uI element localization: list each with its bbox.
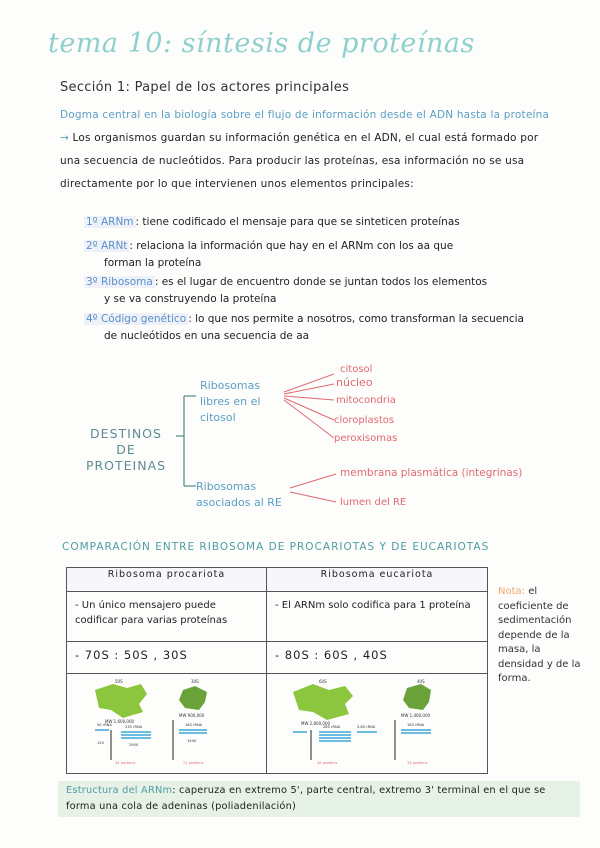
euk-big-label: 60S: [319, 679, 327, 684]
leaf-mitocondria: mitocondria: [336, 395, 396, 406]
item-text: : lo que nos permite a nosotros, como transforman la secuencia: [188, 313, 524, 325]
item-cont: de nucleótidos en una secuencia de aa: [104, 330, 310, 342]
euk-prot-a: 49 proteins: [317, 761, 338, 765]
list-item: [84, 274, 564, 308]
pro-mw-small: MW 900,000: [179, 713, 205, 718]
euk-small-label: 40S: [417, 679, 425, 684]
pro-prot-a: 34 proteins: [115, 761, 136, 765]
item-key: 4º Código genético: [86, 313, 187, 325]
cell-pro-img: [67, 674, 267, 774]
page-title: tema 10: síntesis de proteínas: [48, 28, 475, 59]
eukaryote-ribosome-figure: [267, 674, 487, 768]
intro-body: Los organismos guardan su información genética en el ADN, el cual está formado por una secuencia de nucleótidos. Para producir las proteínas, esa información no se usa directamente por lo que intervienen unos elementos principales:: [60, 132, 539, 190]
euk-prot-b: 33 proteins: [407, 761, 428, 765]
leaf-membrana: membrana plasmática (integrinas): [340, 467, 523, 479]
cell-pro-2: - 70S : 50S , 30S: [67, 642, 267, 674]
leaf-lumen: lumen del RE: [340, 497, 407, 508]
pro-nuc-a: 2900: [129, 743, 139, 747]
pro-small-label: 30S: [191, 679, 199, 684]
item-text: : es el lugar de encuentro donde se juntan todos los elementos: [154, 276, 488, 288]
note-text: el coeficiente de sedimentación depende de la masa, la densidad y de la forma.: [498, 586, 581, 684]
item-text: : tiene codificado el mensaje para que se sinteticen proteínas: [135, 216, 460, 228]
footer-key: Estructura del ARNm: [66, 785, 173, 796]
item-cont: y se va construyendo la proteína: [104, 293, 277, 305]
tree-branch-free: Ribosomas libres en el citosol: [200, 379, 261, 424]
side-note: [498, 585, 583, 687]
euk-mw-big: MW 2,800,000: [301, 721, 331, 726]
item-key: 2º ARNt: [86, 240, 128, 252]
header-eucariota: Ribosoma eucariota: [267, 568, 488, 592]
cell-euk-img: [267, 674, 488, 774]
pro-nuc-b: 120: [97, 741, 104, 745]
pro-rrna-b: 5S rRNA: [97, 723, 112, 727]
comparison-table: [66, 567, 488, 774]
euk-rrna-a: 28S rRNA: [323, 725, 341, 729]
euk-mw-small: MW 1,400,000: [401, 713, 431, 718]
compare-title: COMPARACIÓN ENTRE RIBOSOMA DE PROCARIOTAS Y DE EUCARIOTAS: [62, 541, 490, 553]
pro-rrna-c: 16S rRNA: [185, 723, 203, 727]
header-procariota: Ribosoma procariota: [67, 568, 267, 592]
euk-rrna-c: 18S rRNA: [407, 723, 425, 727]
tree-branch-re: Ribosomas asociados al RE: [196, 480, 282, 509]
item-cont: forman la proteína: [104, 257, 202, 269]
pro-nuc-c: 1540: [187, 739, 197, 743]
cell-pro-1: - Un único mensajero puede codificar para varias proteínas: [67, 592, 267, 642]
intro-paragraph: [60, 104, 560, 196]
item-key: 3º Ribosoma: [86, 276, 153, 288]
cell-euk-2: - 80S : 60S , 40S: [267, 642, 488, 674]
item-text: : relaciona la información que hay en el ARNm con los aa que: [129, 240, 454, 252]
tree-root: DESTINOS DE PROTEINAS: [85, 426, 167, 473]
list-item: [84, 238, 564, 272]
arrow-icon: →: [60, 132, 69, 144]
euk-rrna-b: 5.8S rRNA: [357, 725, 376, 729]
pro-rrna-a: 23S rRNA: [125, 725, 143, 729]
pro-mw-big: MW 1,600,000: [105, 719, 135, 724]
section-heading: Sección 1: Papel de los actores principales: [60, 80, 350, 95]
leaf-cloroplastos: cloroplastos: [334, 415, 395, 426]
item-key: 1º ARNm: [86, 216, 134, 228]
leaf-citosol: citosol: [340, 364, 373, 375]
footer-note: [58, 781, 580, 817]
list-item: [84, 311, 564, 345]
cell-euk-1: - El ARNm solo codifica para 1 proteína: [267, 592, 488, 642]
pro-big-label: 50S: [115, 679, 123, 684]
prokaryote-ribosome-figure: [67, 674, 266, 768]
leaf-nucleo: núcleo: [336, 376, 373, 389]
intro-lead: Dogma central en la biología sobre el flujo de información desde el ADN hasta la proteína: [60, 109, 550, 121]
pro-prot-b: 21 proteins: [183, 761, 204, 765]
footer-text: : caperuza en extremo 5', parte central, extremo 3' terminal en el que se forma una cola de adeninas (poliadenilación): [66, 785, 546, 812]
note-label: Nota:: [498, 586, 526, 597]
leaf-peroxisomas: peroxisomas: [334, 433, 398, 444]
list-item: [84, 214, 564, 231]
